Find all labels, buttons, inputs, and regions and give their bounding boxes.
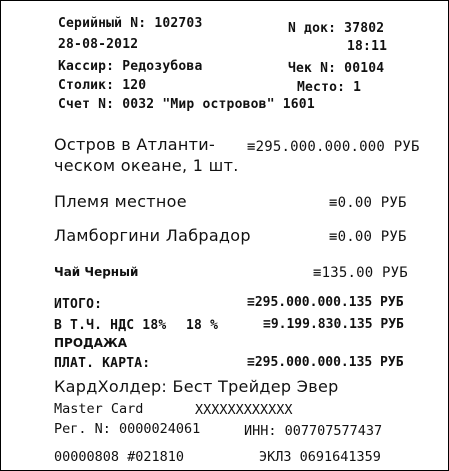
item-name: Остров в Атланти- xyxy=(54,135,216,154)
vat-value: ≡9.199.830.135 РУБ xyxy=(263,317,404,332)
cashier: Кассир: Редозубова xyxy=(58,59,203,74)
receipt-time: 18:11 xyxy=(347,39,388,54)
item-amount: ≡0.00 РУБ xyxy=(329,229,407,245)
item-name: Ламборгини Лабрадор xyxy=(54,226,251,245)
account-number: Счет N: 0032 "Мир островов" 1601 xyxy=(58,97,315,112)
vat-label: В Т.Ч. НДС 18% xyxy=(54,318,167,333)
vat-rate: 18 % xyxy=(186,318,219,333)
item-amount: ≡295.000.000.000 РУБ xyxy=(247,139,420,155)
card-payment-value: ≡295.000.000.135 РУБ xyxy=(247,355,404,370)
item-name: Чай Черный xyxy=(54,265,139,279)
eklz-number: ЭКЛЗ 0691641359 xyxy=(259,449,381,465)
card-type: Master Card xyxy=(54,401,144,417)
registration-number: Рег. N: 0000024061 xyxy=(54,421,201,437)
serial-number: Серийный N: 102703 xyxy=(58,16,203,31)
place-number: Место: 1 xyxy=(297,80,362,95)
item-name-continued: ческом океане, 1 шт. xyxy=(54,156,239,175)
item-amount: ≡135.00 РУБ xyxy=(313,265,408,281)
inn-number: ИНН: 007707577437 xyxy=(244,423,383,439)
card-payment-label: ПЛАТ. КАРТА: xyxy=(54,356,151,371)
receipt-date: 28-08-2012 xyxy=(58,37,139,52)
check-number: Чек N: 00104 xyxy=(288,61,385,76)
item-name: Племя местное xyxy=(54,192,187,211)
table-number: Столик: 120 xyxy=(58,78,147,93)
card-number-mask: XXXXXXXXXXXX xyxy=(195,402,293,418)
document-number: N док: 37802 xyxy=(288,21,385,36)
total-label: ИТОГО: xyxy=(54,297,103,312)
item-amount: ≡0.00 РУБ xyxy=(329,195,407,211)
total-value: ≡295.000.000.135 РУБ xyxy=(247,295,404,310)
document-code: 00000808 #021810 xyxy=(54,449,185,465)
cardholder: КардХолдер: Бест Трейдер Эвер xyxy=(54,377,339,396)
sale-label: ПРОДАЖА xyxy=(54,336,127,350)
